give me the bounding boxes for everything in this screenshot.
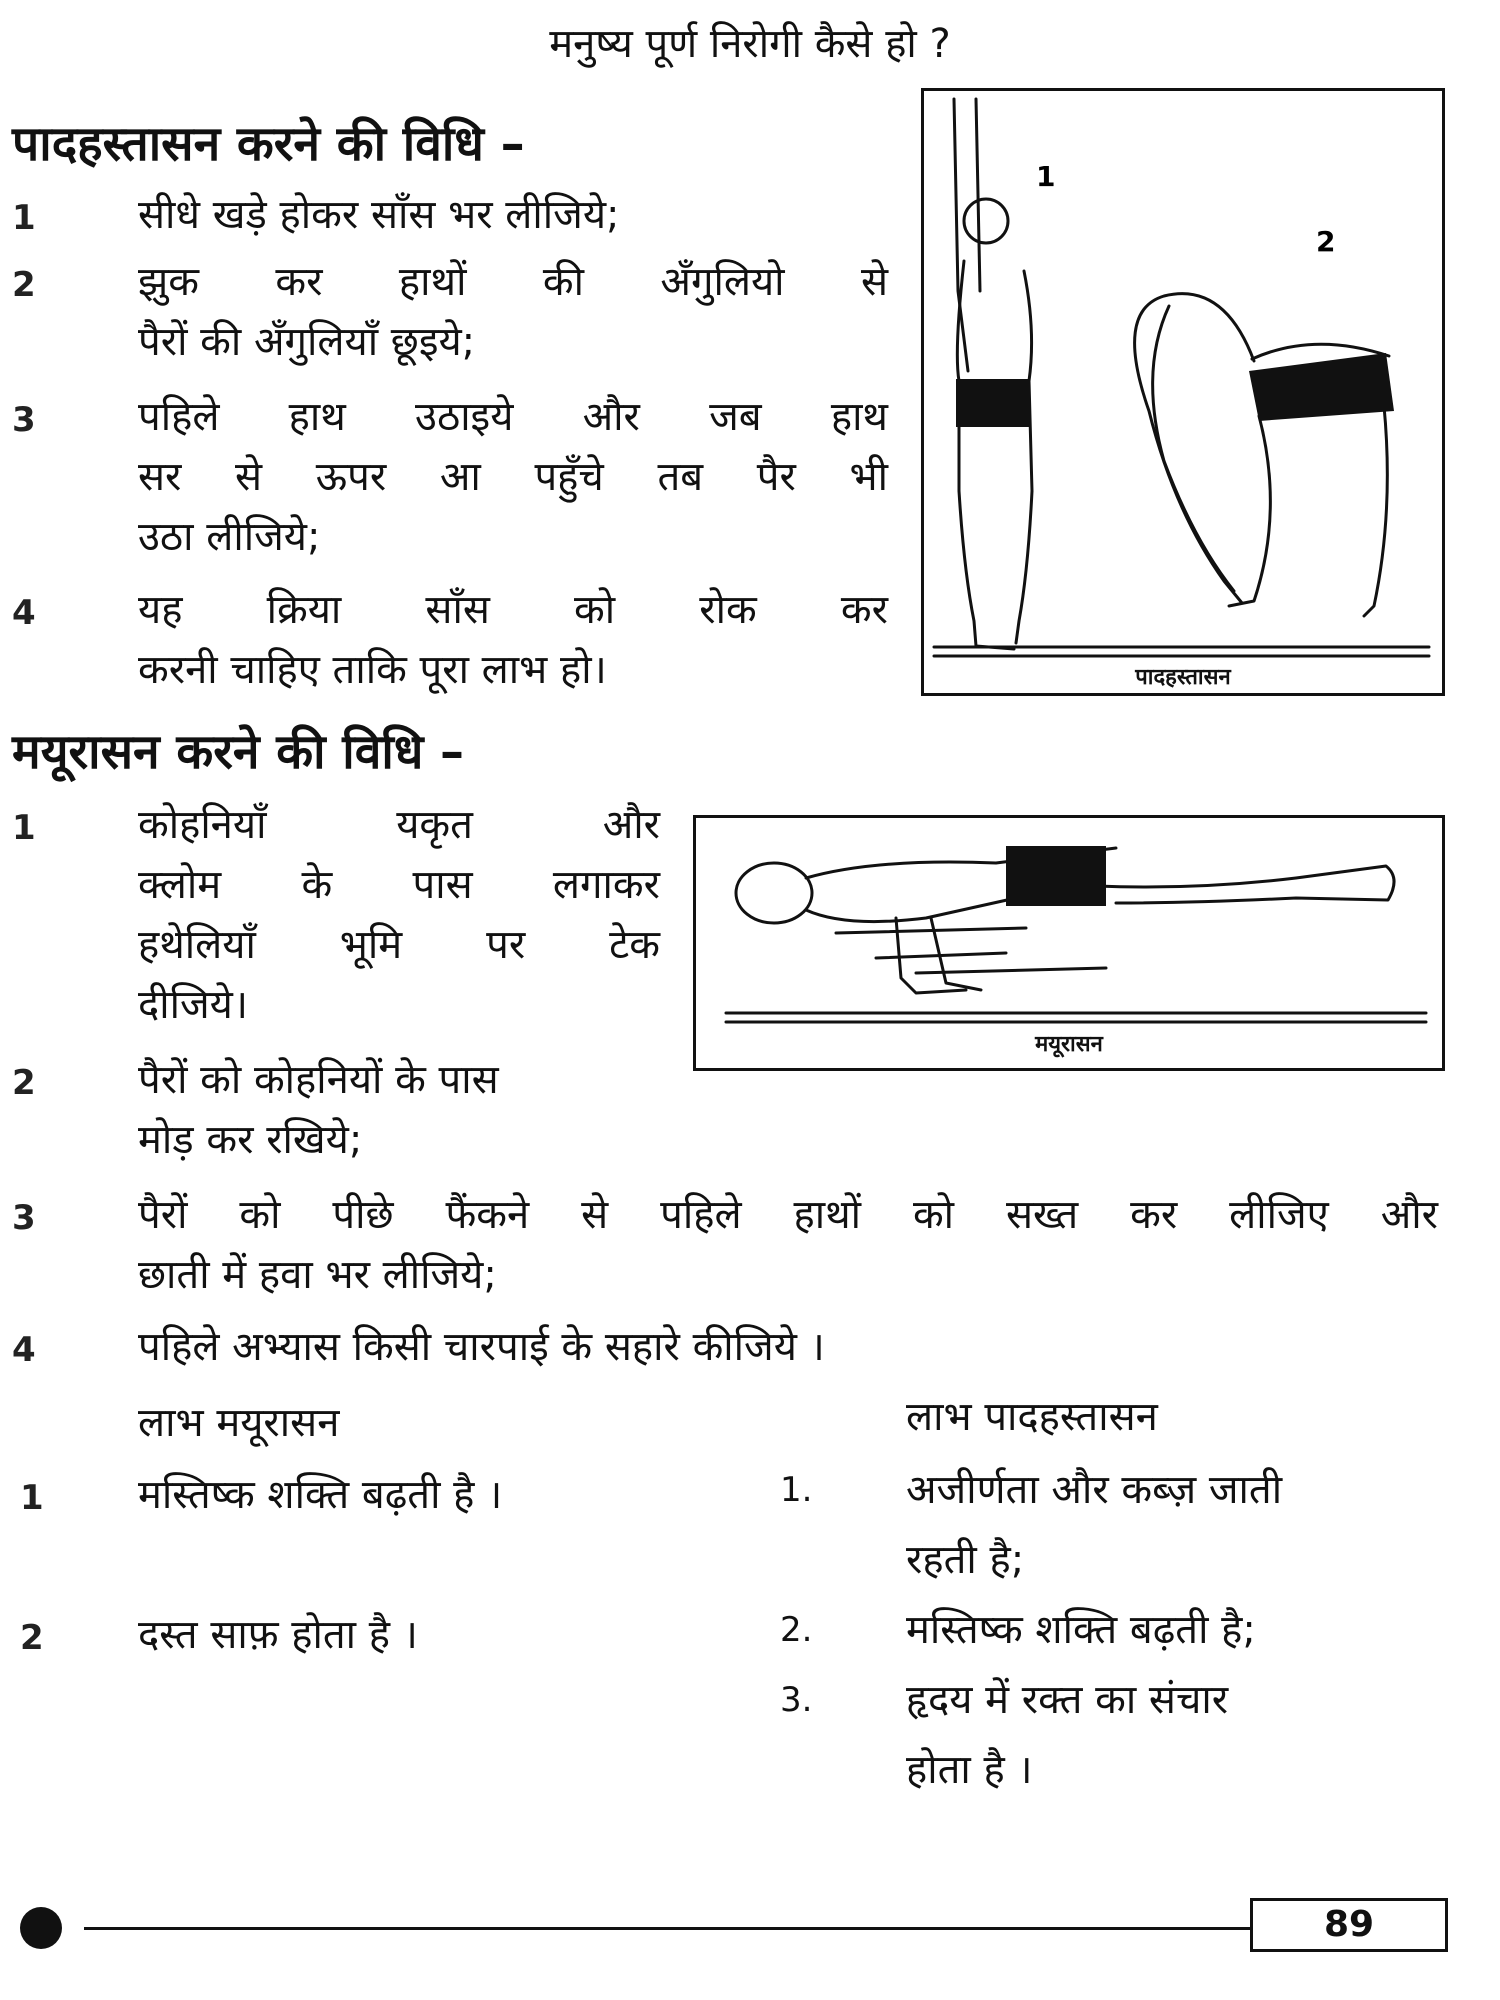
- item-number: 1: [12, 198, 36, 238]
- benefit-number: 2.: [780, 1610, 813, 1650]
- benefit-number: 2: [20, 1618, 44, 1658]
- item-number: 1: [12, 808, 36, 848]
- list-item: पहिले अभ्यास किसी चारपाई के सहारे कीजिये ।: [138, 1324, 825, 1370]
- benefit-item: अजीर्णता और कब्ज़ जाती रहती है;: [906, 1467, 1283, 1583]
- item-number: 4: [12, 593, 36, 633]
- list-item: झुक कर हाथों की अँगुलियो से पैरों की अँगुलियाँ छूइये;: [138, 259, 888, 365]
- item-number: 2: [12, 265, 36, 305]
- benefit-item: मस्तिष्क शक्ति बढ़ती है ।: [138, 1472, 503, 1518]
- benefit-item: मस्तिष्क शक्ति बढ़ती है;: [906, 1607, 1256, 1653]
- page-number: 89: [1250, 1898, 1448, 1952]
- figure-mayurasana: [693, 815, 1445, 1071]
- footer-rule: [84, 1927, 1252, 1930]
- figure-caption: पादहस्तासन: [1135, 665, 1231, 690]
- benefits-left-title: लाभ मयूरासन: [138, 1400, 340, 1446]
- item-number: 2: [12, 1063, 36, 1103]
- running-head: मनुष्य पूर्ण निरोगी कैसे हो ?: [549, 21, 951, 67]
- section-heading-padahastasana: पादहस्तासन करने की विधि –: [12, 116, 525, 172]
- item-number: 3: [12, 400, 36, 440]
- list-item: सीधे खड़े होकर साँस भर लीजिये;: [138, 192, 620, 238]
- list-item: पैरों को कोहनियों के पास मोड़ कर रखिये;: [138, 1057, 499, 1163]
- figure-label-2: 2: [1316, 225, 1336, 258]
- section-heading-mayurasana: मयूरासन करने की विधि –: [12, 724, 465, 780]
- figure-caption: मयूरासन: [1035, 1032, 1103, 1057]
- benefit-number: 3.: [780, 1680, 813, 1720]
- item-number: 4: [12, 1330, 36, 1370]
- list-item: पहिले हाथ उठाइये और जब हाथ सर से ऊपर आ पहुँचे तब पैर भी उठा लीजिये;: [138, 394, 888, 560]
- padahastasana-illustration: [924, 91, 1442, 693]
- shorts-standing: [956, 379, 1030, 427]
- benefits-right-title: लाभ पादहस्तासन: [906, 1394, 1158, 1440]
- shorts-bending: [1249, 353, 1394, 421]
- figure-padahastasana: [921, 88, 1445, 696]
- list-item: पैरों को पीछे फैंकने से पहिले हाथों को सख्त कर लीजिए और छाती में हवा भर लीजिये;: [138, 1192, 1438, 1298]
- list-item: यह क्रिया साँस को रोक कर करनी चाहिए ताकि पूरा लाभ हो।: [138, 587, 888, 693]
- benefit-number: 1.: [780, 1470, 813, 1510]
- benefit-item: दस्त साफ़ होता है ।: [138, 1612, 418, 1658]
- footer-bullet: [20, 1907, 62, 1949]
- benefit-number: 1: [20, 1478, 44, 1518]
- item-number: 3: [12, 1198, 36, 1238]
- figure-label-1: 1: [1036, 160, 1056, 193]
- benefit-item: हृदय में रक्त का संचार होता है ।: [906, 1677, 1229, 1793]
- shorts-mayurasana: [1006, 846, 1106, 906]
- list-item: कोहनियाँ यकृत और क्लोम के पास लगाकर हथेलियाँ भूमि पर टेक दीजिये।: [138, 802, 660, 1028]
